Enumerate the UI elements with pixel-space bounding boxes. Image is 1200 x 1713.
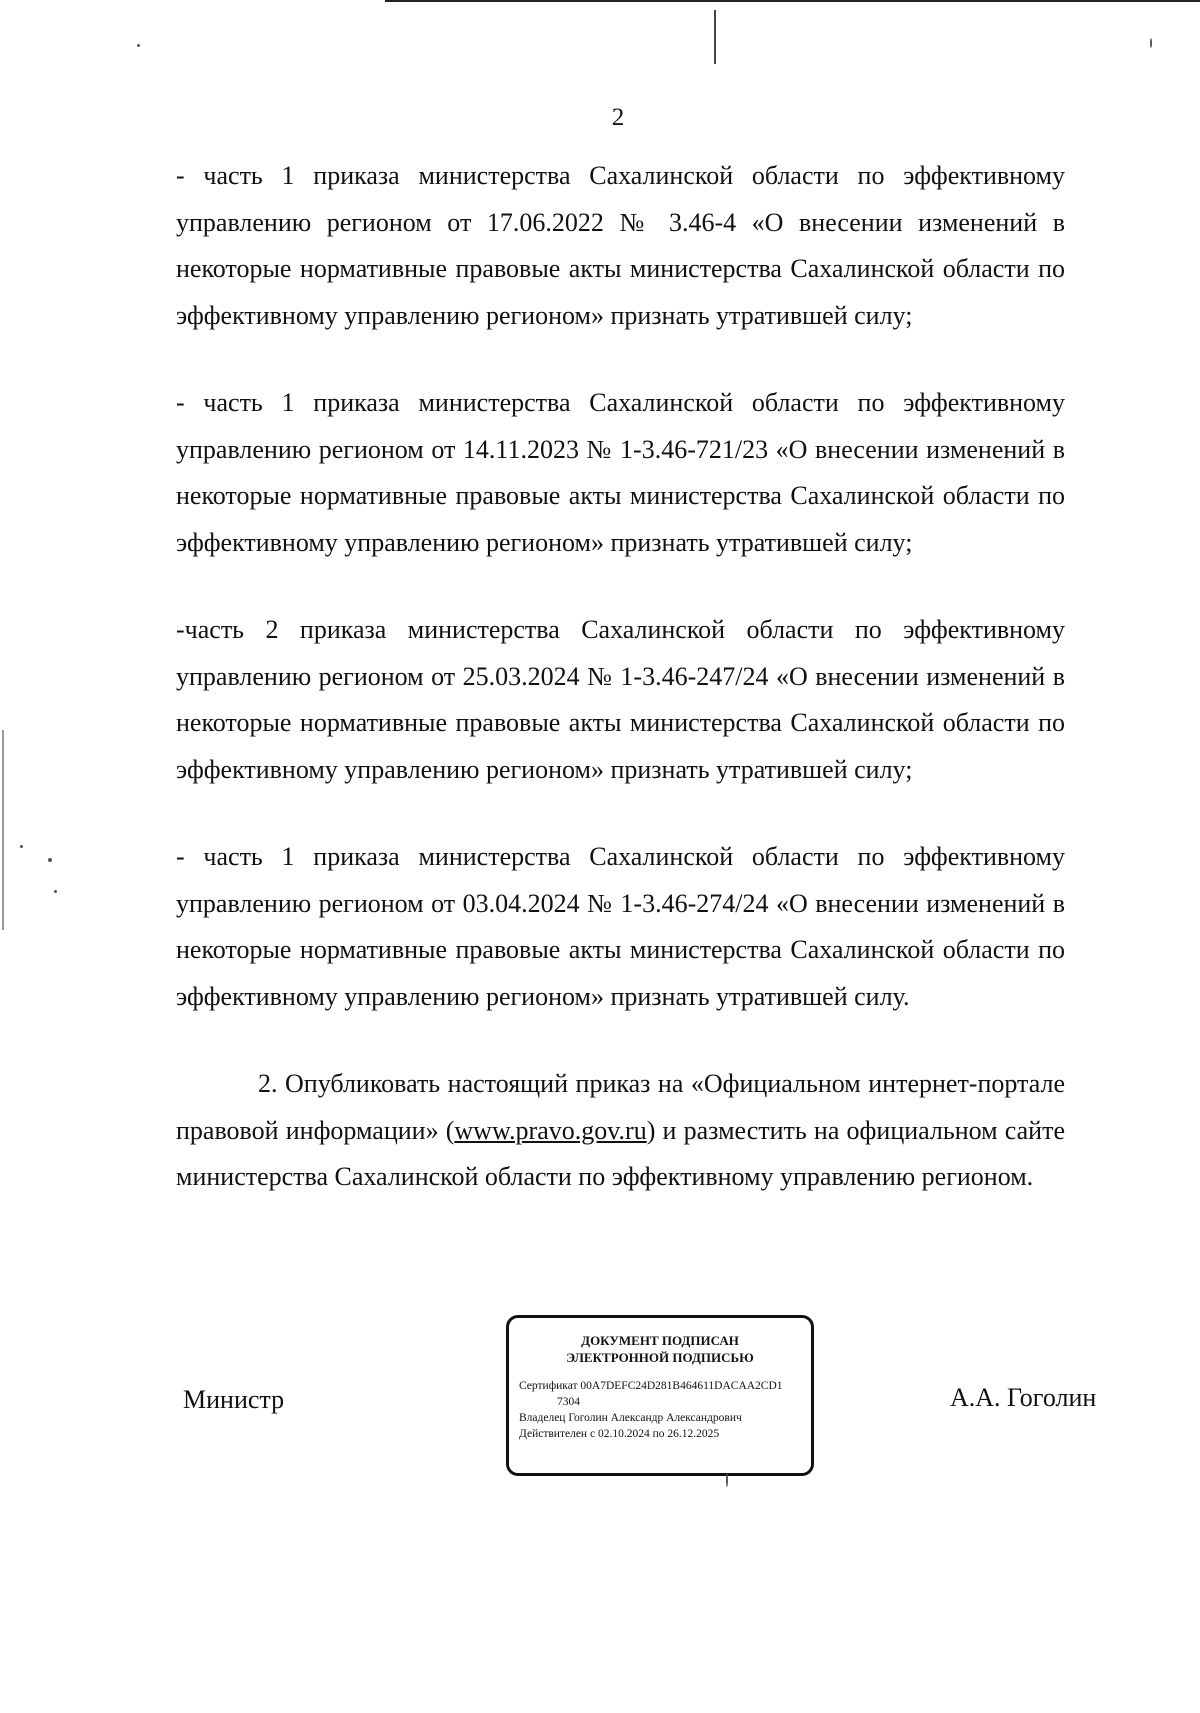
electronic-signature-stamp bbox=[506, 1315, 814, 1476]
paragraph-1: - часть 1 приказа министерства Сахалинской области по эффективному управлению регионом от 17.06.2022 № 3.46-4 «О внесении изменений в некоторые нормативные правовые акты министерства Сахалинской области по эффективному управлению регионом» признать утратившей силу; bbox=[176, 161, 1065, 330]
signer-name: А.А. Гоголин bbox=[950, 1383, 1097, 1412]
item2-text-after: ) и разместить на официальном сайте министерства Сахалинской области по эффективному управлению регионом. bbox=[176, 1115, 1065, 1191]
scan-mark bbox=[714, 10, 716, 64]
scan-speck bbox=[20, 845, 23, 848]
stamp-certificate: Сертификат 00A7DEFC24D281B464611DACAA2CD1 bbox=[519, 1380, 783, 1392]
stamp-title-line-2: ЭЛЕКТРОННОЙ ПОДПИСЬЮ bbox=[566, 1350, 754, 1365]
paragraph-2: - часть 1 приказа министерства Сахалинской области по эффективному управлению регионом от 14.11.2023 № 1-3.46-721/23 «О внесении изменений в некоторые нормативные правовые акты министерства Сахалинской области по эффективному управлению регионом» признать утратившей силу; bbox=[176, 388, 1065, 557]
stamp-validity: Действителен с 02.10.2024 по 26.12.2025 bbox=[519, 1428, 720, 1440]
page-number: 2 bbox=[611, 104, 625, 131]
signature-block bbox=[0, 1315, 1200, 1485]
paragraph-4: - часть 1 приказа министерства Сахалинской области по эффективному управлению регионом от 03.04.2024 № 1-3.46-274/24 «О внесении изменений в некоторые нормативные правовые акты министерства Сахалинской области по эффективному управлению регионом» признать утратившей силу. bbox=[176, 842, 1065, 1011]
stamp-details bbox=[519, 1378, 801, 1442]
scan-speck bbox=[54, 890, 57, 893]
paragraph-3: -часть 2 приказа министерства Сахалинской области по эффективному управлению регионом от 25.03.2024 № 1-3.46-247/24 «О внесении изменений в некоторые нормативные правовые акты министерства Сахалинской области по эффективному управлению регионом» признать утратившей силу; bbox=[176, 615, 1065, 784]
pravo-link[interactable]: www.pravo.gov.ru bbox=[454, 1115, 647, 1145]
document-body bbox=[176, 153, 1065, 1242]
scan-speck bbox=[1150, 38, 1152, 48]
paragraph-item-2 bbox=[176, 1061, 1065, 1201]
scan-speck bbox=[137, 44, 140, 47]
stamp-owner: Владелец Гоголин Александр Александрович bbox=[519, 1412, 742, 1424]
item2-text-before: 2. Опубликовать настоящий приказ на «Официальном интернет-портале правовой информации» ( bbox=[176, 1069, 1065, 1145]
scan-border-line bbox=[385, 0, 1200, 2]
stamp-title-line-1: ДОКУМЕНТ ПОДПИСАН bbox=[581, 1333, 739, 1348]
stamp-title bbox=[519, 1332, 801, 1366]
signer-role: Министр bbox=[183, 1385, 285, 1414]
scan-speck bbox=[2, 730, 4, 930]
scan-speck bbox=[726, 1473, 728, 1487]
scan-speck bbox=[48, 858, 52, 862]
stamp-certificate-cont: 7304 bbox=[557, 1396, 580, 1408]
